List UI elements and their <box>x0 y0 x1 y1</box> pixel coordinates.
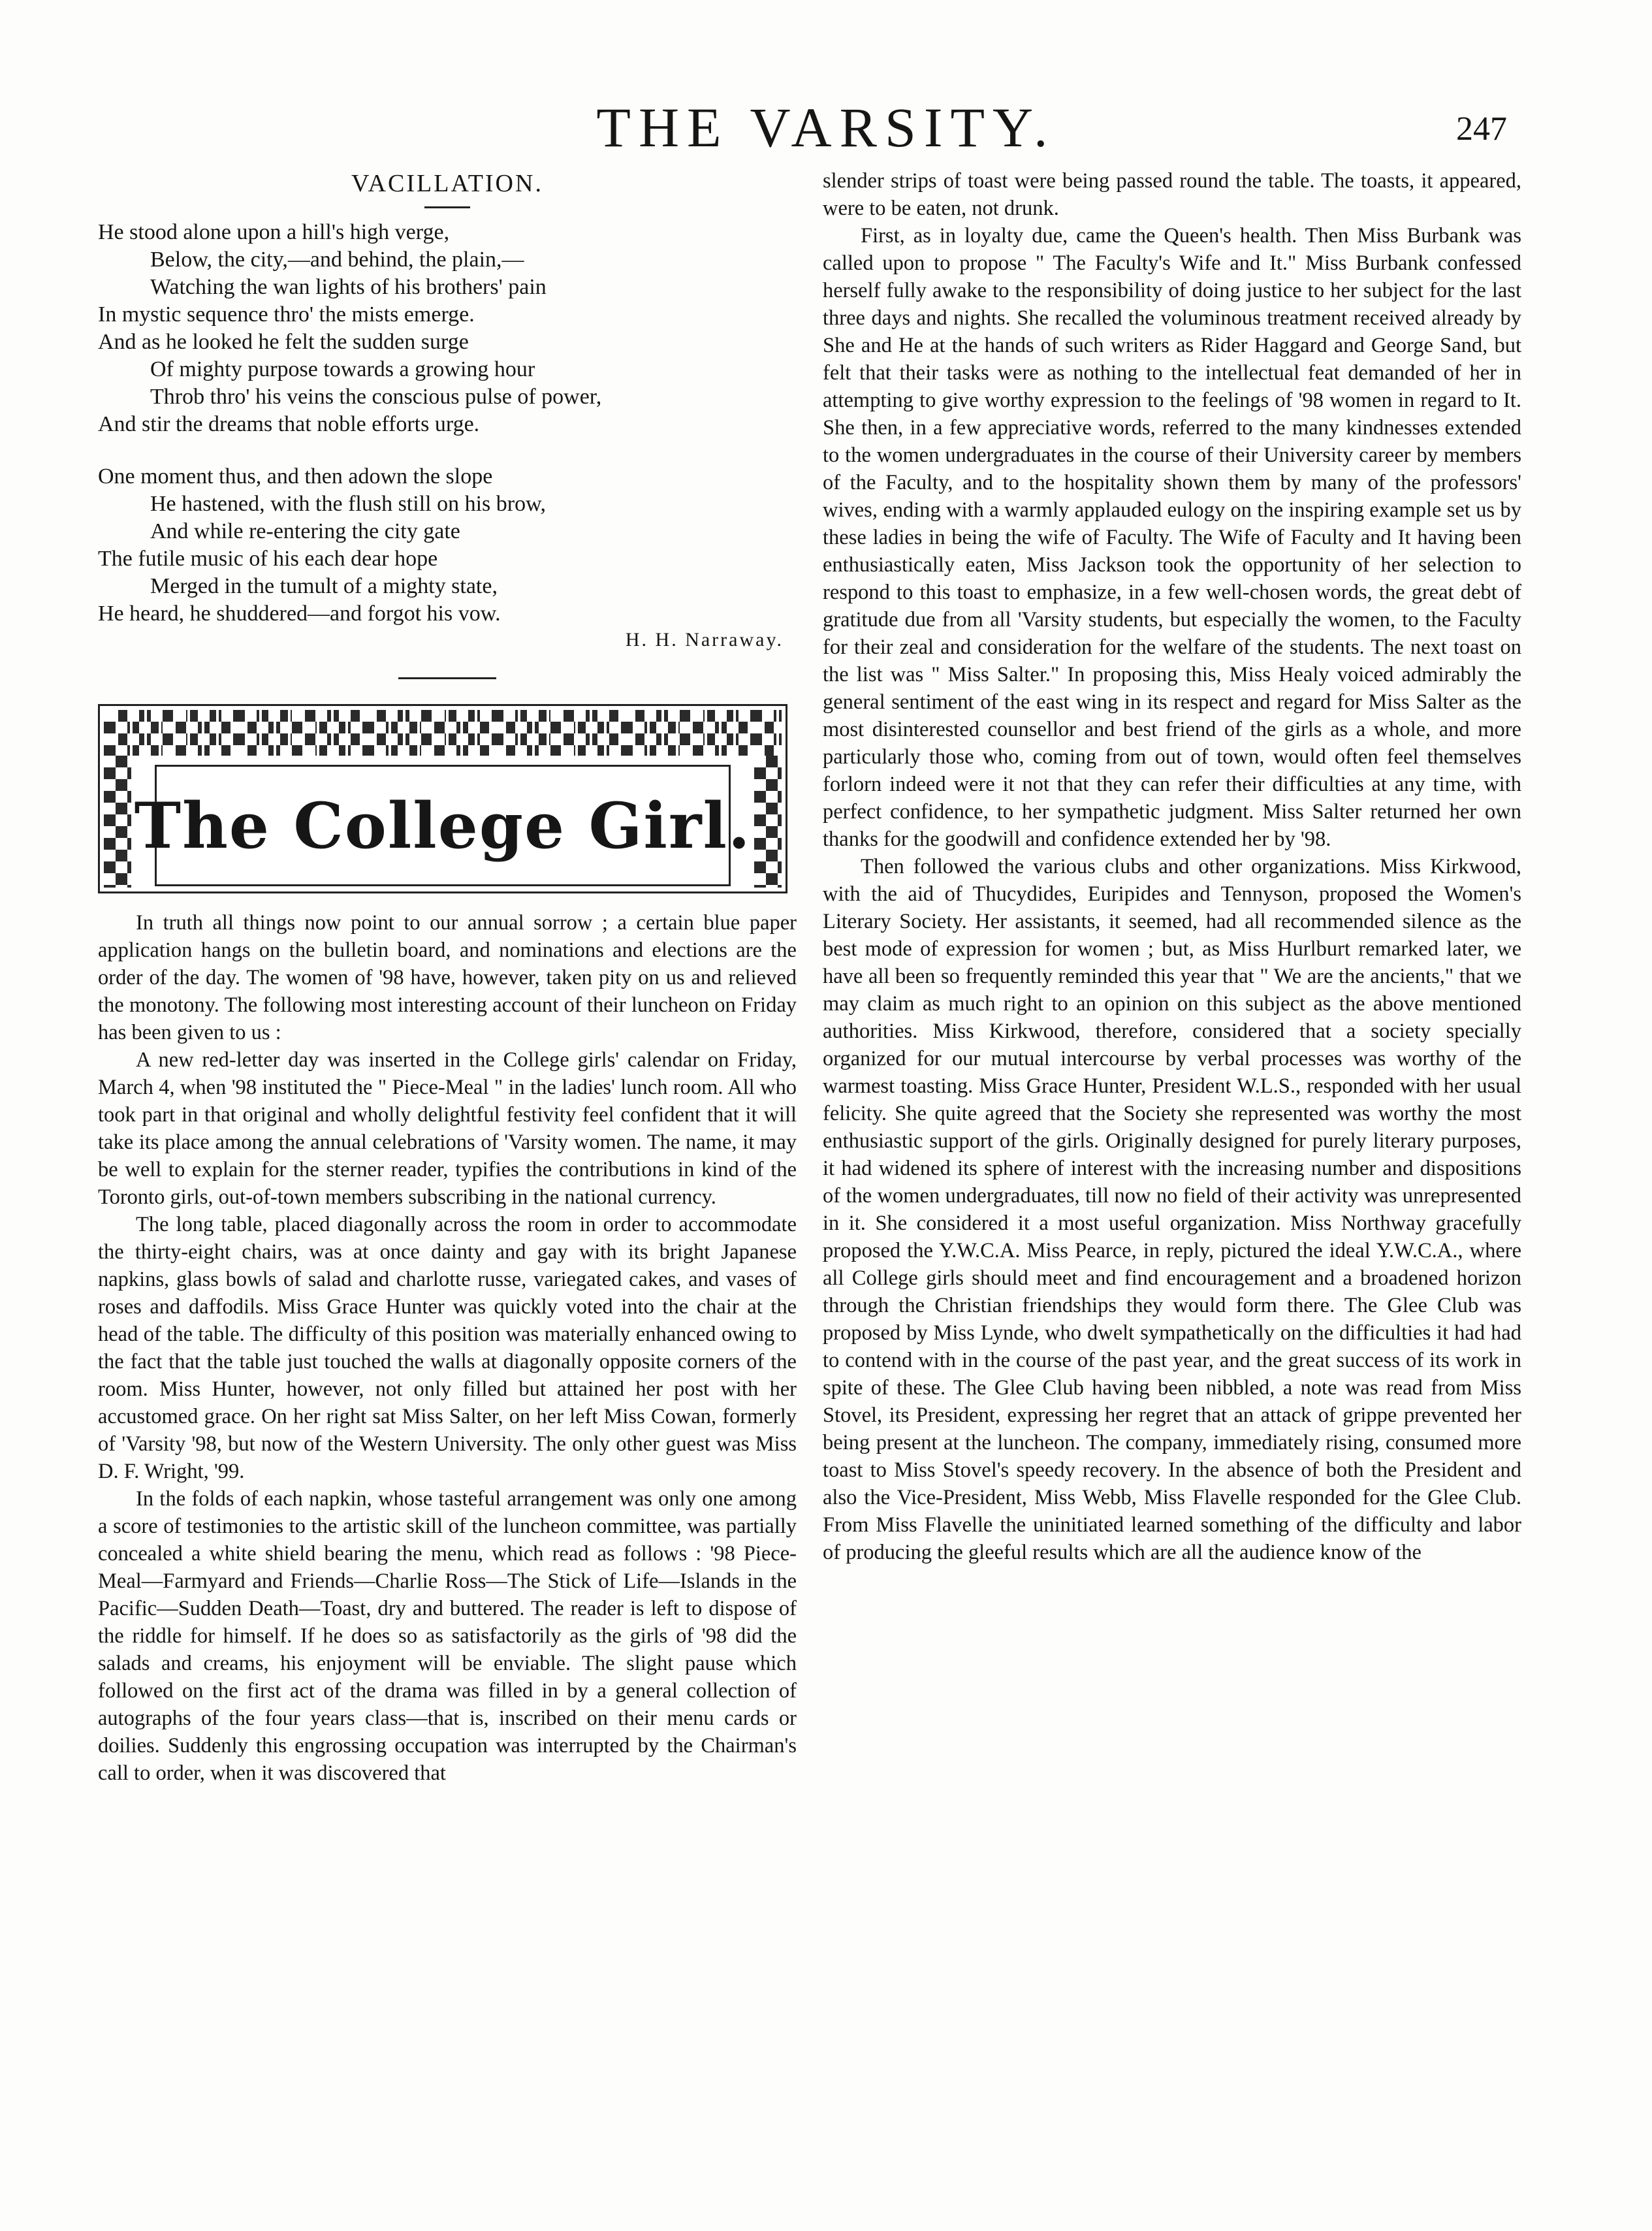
poem-line: And while re-entering the city gate <box>150 519 460 543</box>
section-separator <box>398 677 496 679</box>
poem-line: The futile music of his each dear hope <box>98 547 438 571</box>
poem-title: VACILLATION. <box>351 170 543 197</box>
poem-line: Merged in the tumult of a mighty state, <box>150 574 498 598</box>
poem-line: And stir the dreams that noble efforts urge. <box>98 412 480 436</box>
poem-line: In mystic sequence thro' the mists emerge. <box>98 302 475 327</box>
poem-line: Below, the city,—and behind, the plain,— <box>150 248 524 272</box>
masthead-title: THE VARSITY. <box>596 96 1056 159</box>
checker-border-right <box>754 756 782 888</box>
page-number: 247 <box>1456 110 1507 148</box>
poem-author: H. H. Narraway. <box>625 629 784 650</box>
section-banner <box>98 704 787 893</box>
poem-line: He hastened, with the flush still on his brow, <box>150 492 546 516</box>
stanza-gap <box>98 438 797 463</box>
left-column <box>98 167 797 1787</box>
poem-title-rule <box>424 206 470 208</box>
article-paragraph: Then followed the various clubs and other organizations. Miss Kirkwood, with the aid of Thucydides, Euripides and Tennyson, proposed the Women's Literary Society. Her assistants, it seemed, had all recommended silence as the best mode of expression for women ; but, as Miss Hurlburt remarked later, we have all been so frequently reminded this year that " We are the ancients," that we may claim as much right to an opinion on this subject as the above mentioned authorities. Miss Kirkwood, therefore, considered that a society specially organized for our mutual intercourse by verbal processes was worthy of the warmest toasting. Miss Grace Hunter, President W.L.S., responded with her usual felicity. She quite agreed that the Society she represented was worthy the most enthusiastic support of the girls. Originally designed for purely literary purposes, it had widened its sphere of interest with the increasing number and dispositions of the women undergraduates, till now no field of their activity was unrepresented in it. She considered it a most useful organization. Miss Northway gracefully proposed the Y.W.C.A. Miss Pearce, in reply, pictured the ideal Y.W.C.A., where all College girls should meet and find encouragement and a broadened horizon through the Christian friendships they would form there. The Glee Club was proposed by Miss Lynde, who dwelt sympathetically on the difficulties it had had to contend with in the course of the past year, and the great success of its work in spite of these. The Glee Club having been nibbled, a note was read from Miss Stovel, its President, expressing her regret that an attack of grippe prevented her being present at the luncheon. The company, immediately rising, consumed more toast to Miss Stovel's speedy recovery. In the absence of both the President and also the Vice-President, Miss Webb, Miss Flavelle responded for the Glee Club. From Miss Flavelle the uninitiated learned something of the difficulty and labor of producing the gleeful results which are all the audience know of the <box>823 855 1521 1564</box>
article-paragraph: In the folds of each napkin, whose tasteful arrangement was only one among a score of testimonies to the artistic skill of the luncheon committee, was partially concealed a white shield bearing the menu, which read as follows : '98 Piece-Meal—Farmyard and Friends—Charlie Ross—The Stick of Life—Islands in the Pacific—Sudden Death—Toast, dry and buttered. The reader is left to dispose of the riddle for himself. If he does so as satisfactorily as the girls of '98 did the salads and creams, his enjoyment will be enviable. The slight pause which followed on the first act of the drama was filled in by a general collection of autographs of the four years class—that is, inscribed on their menu cards or doilies. Suddenly this engrossing occupation was interrupted by the Chairman's call to order, when it was discovered that <box>98 1487 797 1785</box>
poem-line: And as he looked he felt the sudden surge <box>98 330 469 354</box>
poem-line: Of mighty purpose towards a growing hour <box>150 357 535 381</box>
poem-line: He heard, he shuddered—and forgot his vow. <box>98 602 501 626</box>
poem-body <box>98 219 797 628</box>
poem-line: He stood alone upon a hill's high verge, <box>98 220 450 244</box>
right-column <box>823 167 1521 1566</box>
article-paragraph: In truth all things now point to our annual sorrow ; a certain blue paper application hangs on the bulletin board, and nominations and elections are the order of the day. The women of '98 have, however, taken pity on us and relieved the monotony. The following most interesting account of their luncheon on Friday has been given to us : <box>98 911 797 1044</box>
poem-line: One moment thus, and then adown the slope <box>98 464 493 489</box>
banner-title-box <box>134 765 752 886</box>
article-paragraph: The long table, placed diagonally across the room in order to accommodate the thirty-eight chairs, was at once dainty and gay with its bright Japanese napkins, glass bowls of salad and charlotte russe, variegated cakes, and vases of roses and daffodils. Miss Grace Hunter was quickly voted into the chair at the head of the table. The difficulty of this position was materially enhanced owing to the fact that the table just touched the walls at diagonally opposite corners of the room. Miss Hunter, however, not only filled but attained her post with her accustomed grace. On her right sat Miss Salter, on her left Miss Cowan, formerly of 'Varsity '98, but now of the Western University. The only other guest was Miss D. F. Wright, '99. <box>98 1213 797 1483</box>
article-paragraph: slender strips of toast were being passed round the table. The toasts, it appeared, were to be eaten, not drunk. <box>823 169 1521 220</box>
section-title: The College Girl. <box>134 788 752 863</box>
poem-line: Watching the wan lights of his brothers' pain <box>150 275 547 299</box>
poem-line: Throb thro' his veins the conscious pulse of power, <box>150 385 602 409</box>
checker-border-top <box>104 710 782 756</box>
article-paragraph: First, as in loyalty due, came the Queen's health. Then Miss Burbank was called upon to propose " The Faculty's Wife and It." Miss Burbank confessed herself fully awake to the responsibility of doing justice to her subject for the last three days and nights. She recalled the voluminous treatment received already by She and He at the hands of such writers as Rider Haggard and George Sand, but felt that their tasks were as nothing to the intellectual feat demanded of her in attempting to give worthy expression to the feelings of '98 women in regard to It. She then, in a few appreciative words, referred to the many kindnesses extended to the women undergraduates in the course of their University career by members of the Faculty, and to the hospitality shown them by many of the professors' wives, ending with a warmly applauded eulogy on the inspiring example set us by these ladies in being the wife of Faculty. The Wife of Faculty and It having been enthusiastically eaten, Miss Jackson took the opportunity of her selection to respond to this toast to emphasize, in a few well-chosen words, the great debt of gratitude due from all 'Varsity students, but especially the women, to the Faculty for their zeal and consideration for the welfare of the students. The next toast on the list was " Miss Salter." In proposing this, Miss Healy voiced admirably the general sentiment of the east wing in its respect and regard for Miss Salter as the most disinterested counsellor and best friend of the girls as a whole, and more particularly those who, coming from out of town, would often feel themselves forlorn indeed were it not that they can refer their difficulties at any time, with perfect confidence, to her sympathetic judgment. Miss Salter returned her own thanks for the goodwill and confidence extended her by '98. <box>823 224 1521 851</box>
article-paragraph: A new red-letter day was inserted in the College girls' calendar on Friday, March 4, when '98 instituted the " Piece-Meal " in the ladies' lunch room. All who took part in that original and wholly delightful festivity feel confident that it will take its place among the annual celebrations of 'Varsity women. The name, it may be well to explain for the sterner reader, typifies the contributions in kind of the Toronto girls, out-of-town members subscribing in the national currency. <box>98 1048 797 1209</box>
checker-border-left <box>104 756 131 888</box>
